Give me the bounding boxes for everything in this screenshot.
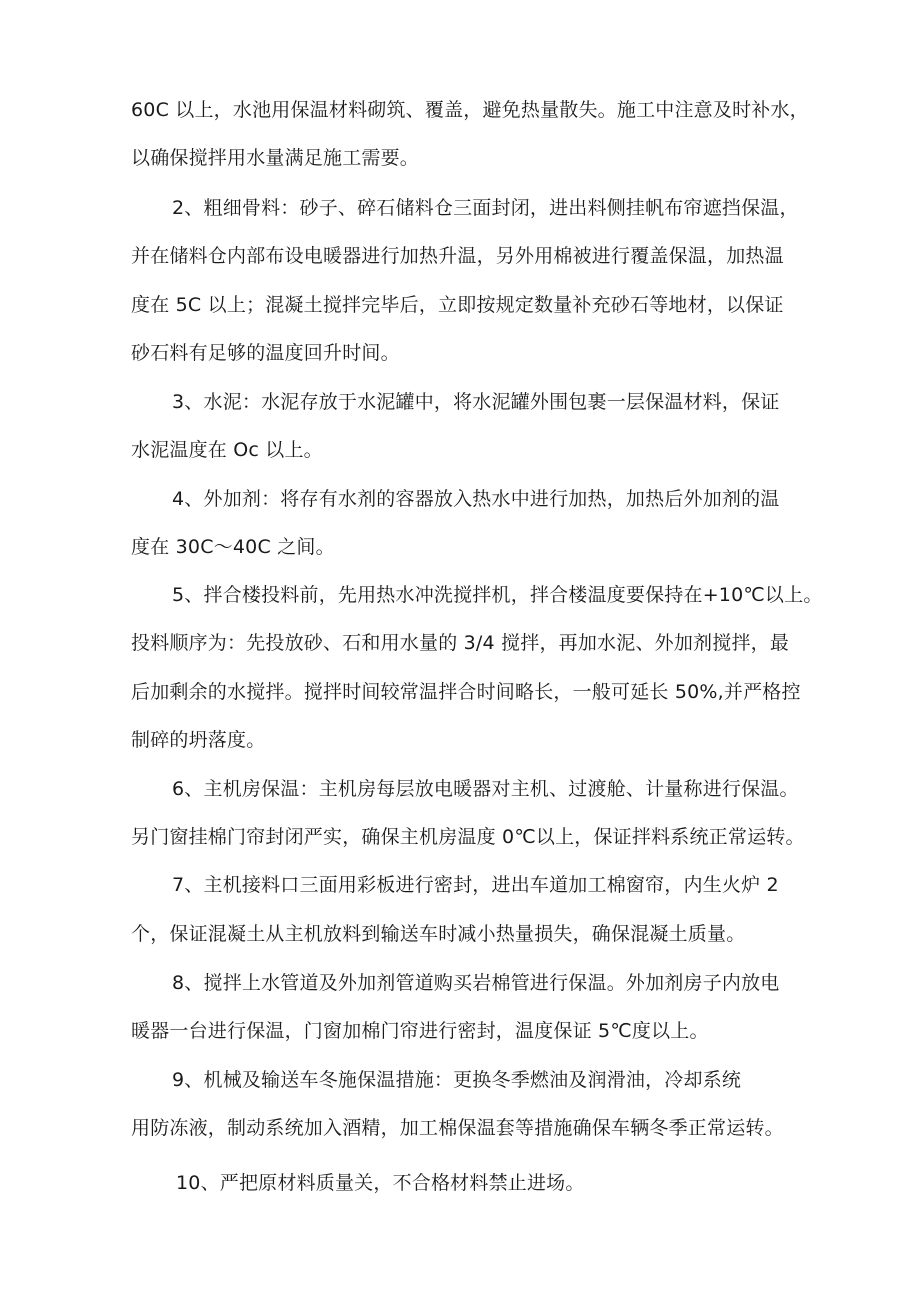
paragraph-2-line-1: 2、粗细骨料：砂子、碎石储料仓三面封闭，进出料侧挂帆布帘遮挡保温， — [172, 197, 799, 219]
paragraph-6-line-2: 另门窗挂棉门帘封闭严实，确保主机房温度 0℃以上，保证拌料系统正常运转。 — [131, 826, 805, 848]
paragraph-2-line-3: 度在 5C 以上；混凝土搅拌完毕后，立即按规定数量补充砂石等地材，以保证 — [131, 294, 784, 316]
paragraph-10-line-1: 10、严把原材料质量关，不合格材料禁止进场。 — [176, 1172, 585, 1194]
paragraph-6-line-1: 6、主机房保温：主机房每层放电暖器对主机、过渡舱、计量称进行保温。 — [172, 778, 799, 800]
paragraph-5-line-4: 制碎的坍落度。 — [131, 729, 266, 751]
paragraph-7-line-2: 个，保证混凝土从主机放料到输送车时减小热量损失，确保混凝土质量。 — [131, 923, 746, 945]
paragraph-3-line-2: 水泥温度在 Oc 以上。 — [131, 439, 323, 461]
paragraph-5-line-2: 投料顺序为：先投放砂、石和用水量的 3/4 搅拌，再加水泥、外加剂搅拌，最 — [131, 632, 790, 654]
paragraph-5-line-1: 5、拌合楼投料前，先用热水冲洗搅拌机，拌合楼温度要保持在+10℃以上。 — [172, 584, 823, 606]
paragraph-7-line-1: 7、主机接料口三面用彩板进行密封，进出车道加工棉窗帘，内生火炉 2 — [172, 874, 779, 896]
paragraph-9-line-2: 用防冻液，制动系统加入酒精，加工棉保温套等措施确保车辆冬季正常运转。 — [131, 1117, 784, 1139]
paragraph-2-line-2: 并在储料仓内部布设电暖器进行加热升温，另外用棉被进行覆盖保温，加热温 — [131, 245, 784, 267]
paragraph-8-line-1: 8、搅拌上水管道及外加剂管道购买岩棉管进行保温。外加剂房子内放电 — [172, 972, 780, 994]
paragraph-3-line-1: 3、水泥：水泥存放于水泥罐中，将水泥罐外围包裹一层保温材料，保证 — [172, 391, 780, 413]
paragraph-9-line-1: 9、机械及输送车冬施保温措施：更换冬季燃油及润滑油，冷却系统 — [172, 1069, 742, 1091]
paragraph-1-line-1: 60C 以上，水池用保温材料砌筑、覆盖，避免热量散失。施工中注意及时补水， — [131, 99, 809, 121]
paragraph-5-line-3: 后加剩余的水搅拌。搅拌时间较常温拌合时间略长，一般可延长 50%,并严格控 — [131, 681, 801, 703]
paragraph-8-line-2: 暖器一台进行保温，门窗加棉门帘进行密封，温度保证 5℃度以上。 — [131, 1020, 709, 1042]
paragraph-1-line-2: 以确保搅拌用水量满足施工需要。 — [131, 147, 420, 169]
paragraph-4-line-1: 4、外加剂：将存有水剂的容器放入热水中进行加热，加热后外加剂的温 — [172, 488, 780, 510]
paragraph-4-line-2: 度在 30C～40C 之间。 — [131, 536, 335, 558]
paragraph-2-line-4: 砂石料有足够的温度回升时间。 — [131, 342, 400, 364]
